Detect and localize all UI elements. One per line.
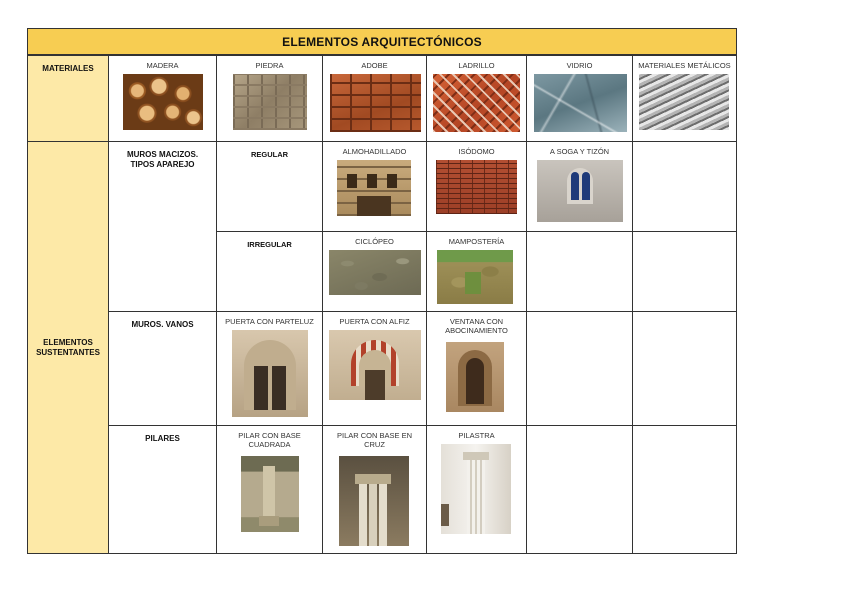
irregular-label: IRREGULAR (247, 240, 292, 249)
vano-cell-alfiz (322, 311, 427, 426)
pilar-base-cruz-image (339, 456, 409, 546)
isodomo-image (436, 160, 517, 214)
pilar-label-base-cruz: PILAR CON BASE EN CRUZ (336, 431, 413, 449)
material-label-piedra: PIEDRA (255, 61, 284, 70)
ventana-abocinamiento-image (446, 342, 504, 412)
materials-row-label: MATERIALES (42, 64, 94, 73)
pilares-header (108, 425, 217, 554)
material-label-adobe: ADOBE (361, 61, 388, 70)
vanos-label: MUROS. VANOS (131, 320, 194, 329)
vanos-header (108, 311, 217, 426)
pilares-label: PILARES (145, 434, 180, 443)
vano-label-abocinamiento: VENTANA CON ABOCINAMIENTO (445, 317, 508, 335)
material-cell-ladrillo (426, 55, 527, 142)
puerta-alfiz-image (329, 330, 421, 400)
material-label-madera: MADERA (146, 61, 179, 70)
muros-macizos-header (108, 141, 217, 312)
sustentantes-row-header (27, 141, 109, 554)
pilar-base-cuadrada-image (241, 456, 299, 532)
irregular-header (216, 231, 323, 312)
brick-image (433, 74, 520, 132)
glass-image (534, 74, 627, 132)
soga-tizon-image (537, 160, 623, 222)
vano-cell-abocinamiento (426, 311, 527, 426)
empty-cell (526, 425, 633, 554)
sustentantes-row-label: ELEMENTOS SUSTENTANTES (36, 337, 100, 357)
regular-label: REGULAR (250, 150, 289, 159)
puerta-parteluz-image (232, 330, 308, 417)
material-cell-adobe (322, 55, 427, 142)
table-title: ELEMENTOS ARQUITECTÓNICOS (27, 28, 737, 55)
wall-label-soga-tizon: A SOGA Y TIZÓN (549, 147, 610, 156)
adobe-image (330, 74, 421, 132)
material-label-metalicos: MATERIALES METÁLICOS (638, 61, 731, 70)
almohadillado-image (337, 160, 411, 216)
pilar-label-pilastra: PILASTRA (458, 431, 495, 440)
architectural-elements-table (27, 28, 737, 554)
material-cell-vidrio (526, 55, 633, 142)
wall-label-isodomo: ISÓDOMO (458, 147, 495, 156)
material-cell-madera (108, 55, 217, 142)
pilar-cell-pilastra (426, 425, 527, 554)
empty-cell (632, 311, 737, 426)
wall-cell-isodomo (426, 141, 527, 232)
empty-cell (632, 141, 737, 232)
vano-label-parteluz: PUERTA CON PARTELUZ (225, 317, 314, 326)
material-label-vidrio: VIDRIO (566, 61, 593, 70)
pilar-label-base-cuadrada: PILAR CON BASE CUADRADA (238, 431, 301, 449)
metal-bars-image (639, 74, 729, 130)
pilar-cell-base-cuadrada (216, 425, 323, 554)
empty-cell (632, 231, 737, 312)
material-cell-piedra (216, 55, 323, 142)
materials-row-header (27, 55, 109, 142)
wall-label-almohadillado: ALMOHADILLADO (342, 147, 407, 156)
ciclopeo-image (329, 250, 421, 295)
wall-label-ciclopeo: CICLÓPEO (355, 237, 394, 246)
regular-header (216, 141, 323, 232)
wall-label-mamposteria: MAMPOSTERÍA (448, 237, 505, 246)
empty-cell (526, 311, 633, 426)
vano-label-alfiz: PUERTA CON ALFIZ (339, 317, 410, 326)
wall-cell-almohadillado (322, 141, 427, 232)
muros-macizos-label: MUROS MACIZOS. TIPOS APAREJO (126, 150, 199, 169)
empty-cell (526, 231, 633, 312)
vano-cell-parteluz (216, 311, 323, 426)
wood-image (123, 74, 203, 130)
pilar-cell-base-cruz (322, 425, 427, 554)
wall-cell-ciclopeo (322, 231, 427, 312)
mamposteria-image (437, 250, 513, 304)
stone-image (233, 74, 307, 130)
empty-cell (632, 425, 737, 554)
material-label-ladrillo: LADRILLO (458, 61, 495, 70)
pilastra-image (441, 444, 511, 534)
wall-cell-mamposteria (426, 231, 527, 312)
wall-cell-soga-tizon (526, 141, 633, 232)
material-cell-metalicos (632, 55, 737, 142)
